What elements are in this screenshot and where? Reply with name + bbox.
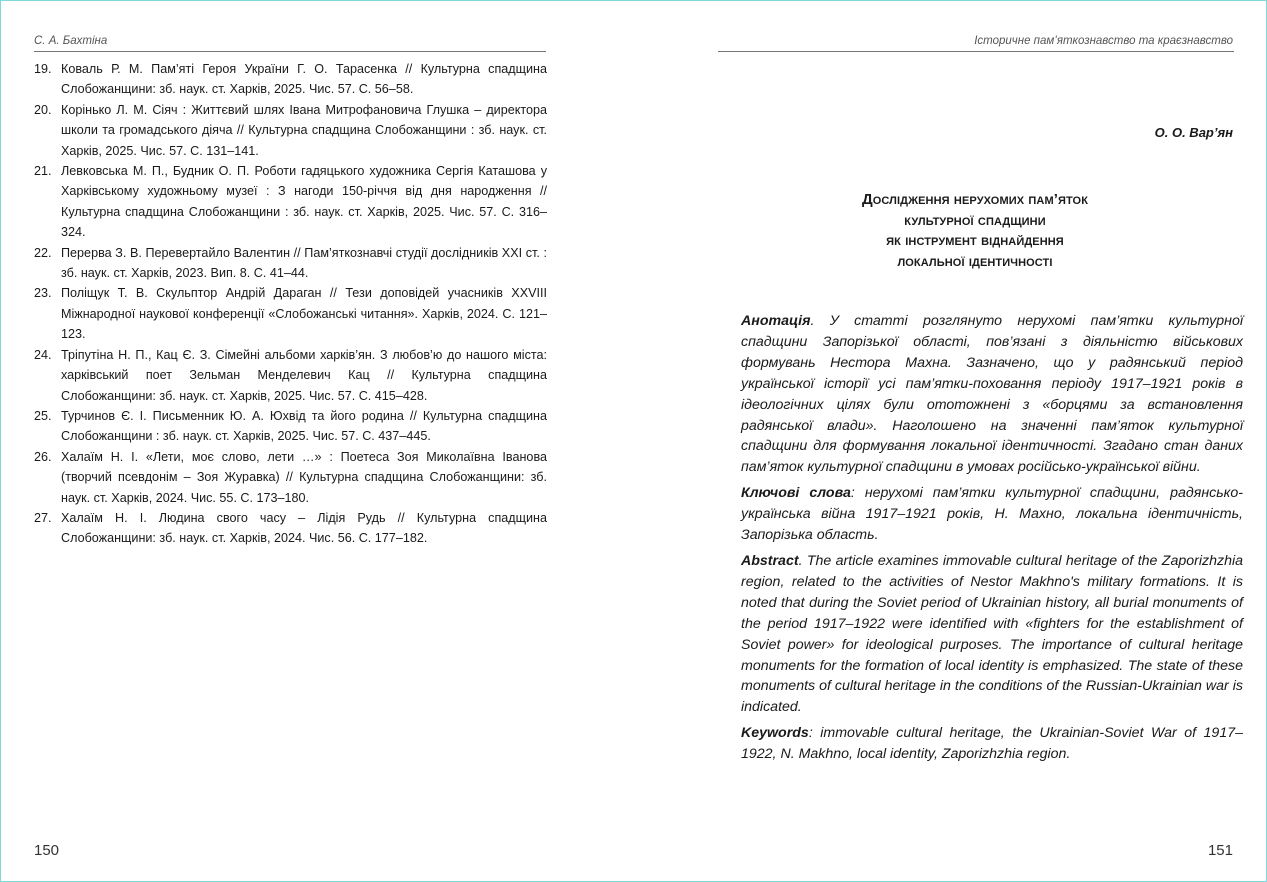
reference-number: 23. [34,286,52,301]
title-line: локальної ідентичності [897,252,1053,270]
left-running-head: С. А. Бахтіна [34,35,108,47]
abstract-en-label: Abstract [741,552,799,569]
reference-number: 26. [34,449,52,464]
reference-text: Левковська М. П., Будник О. П. Роботи гадяцького художника Сергія Каташова у Харківському художньому музеї : З нагоди 150-річчя від дня народження // Культурна спадщина Слобожанщини : зб. наук. ст. Харків, 2025. Чис. 57. С. 316–324. [61,164,547,240]
right-page-number: 151 [1207,842,1233,859]
reference-number: 22. [34,245,52,260]
right-running-head: Історичне пам’яткознавство та краєзнавство [974,35,1233,47]
reference-item [34,345,547,406]
keywords-ua-paragraph [741,483,1243,546]
abstract-en-text: . The article examines immovable cultural heritage of the Zaporizhzhia region, related to the activities of Nestor Makhno's military formations. It is noted that during the Soviet period of Ukrainian history, all burial monuments of the period 1917–1922 were identified with «fighters for the establishment of Soviet power» for ideological purposes. The importance of cultural heritage monuments for the formation of local identity is emphasized. The state of these monuments of cultural heritage in the conditions of the Russian-Ukrainian war is indicated. [741,552,1243,716]
reference-number: 21. [34,164,52,179]
title-line: Дослідження нерухомих пам’яток [861,191,1089,208]
reference-list [34,59,547,549]
reference-text: Турчинов Є. І. Письменник Ю. А. Юхвід та його родина // Культурна спадщина Слобожанщини : зб. наук. ст. Харків, 2025. Чис. 57. С. 437–445. [61,408,547,444]
reference-item [34,283,547,344]
keywords-en-label: Keywords [741,725,809,742]
left-page-number: 150 [34,842,60,859]
reference-item [34,161,547,243]
reference-text: Халаїм Н. І. «Лети, моє слово, лети …» : Поетеса Зоя Миколаївна Іванова (творчий псевдонім – Зоя Журавка) // Культурна спадщина Слобожанщини: зб. наук. ст. Харків, 2024. Чис. 55. С. 173–180. [61,449,547,505]
keywords-en-text: : immovable cultural heritage, the Ukrainian-Soviet War of 1917–1922, N. Makhno, local identity, Zaporizhzhia region. [741,725,1243,763]
article-author: О. О. Вар’ян [1154,125,1233,140]
reference-item [34,243,547,284]
abstract-en-paragraph [741,551,1243,718]
right-header-rule [718,51,1234,52]
annotation-label: Анотація [741,313,811,329]
left-header-rule [34,51,546,52]
reference-item [34,406,547,447]
right-page [634,1,1266,881]
reference-item [34,447,547,508]
annotation-text: . У статті розглянуто нерухомі пам’ятки культурної спадщини Запорізької області, пов’язані з діяльністю військових формувань Нестора Махна. Зазначено, що у радянський період української історії усі пам’ятки-поховання періоду 1917–1921 років в ідеологічних цілях були ототожнені з «борцями за встановлення радянської влади». Наголошено на значенні пам’яток культурної спадщини для формування локальної ідентичності. Згадано стан даних пам’яток культурної спадщини в умовах російсько-української війни. [741,313,1243,476]
reference-text: Поліщук Т. В. Скульптор Андрій Дараган // Тези доповідей учасників XXVIII Міжнародної наукової конференції «Слобожанські читання». Харків, 2024. С. 121–123. [61,286,547,342]
keywords-ua-label: Ключові слова [741,485,851,502]
left-page [1,1,634,881]
reference-text: Перерва З. В. Перевертайло Валентин // Пам’яткознавчі студії дослідників XXI ст. : зб. наук. ст. Харків, 2023. Вип. 8. С. 41–44. [61,245,547,281]
reference-text: Коваль Р. М. Пам’яті Героя України Г. О. Тарасенка // Культурна спадщина Слобожанщини: зб. наук. ст. Харків, 2025. Чис. 57. С. 56–58. [61,62,547,97]
keywords-ua-text: : нерухомі пам’ятки культурної спадщини, радянсько-українська війна 1917–1921 років, Н. Махно, локальна ідентичність, Запорізька область. [741,485,1243,544]
reference-item [34,100,547,161]
reference-text: Халаїм Н. І. Людина свого часу – Лідія Рудь // Культурна спадщина Слобожанщини: зб. наук. ст. Харків, 2024. Чис. 56. С. 177–182. [61,510,547,546]
reference-text: Корінько Л. М. Сіяч : Життєвий шлях Івана Митрофановича Глушка – директора школи та громадського діяча // Культурна спадщина Слобожанщини : зб. наук. ст. Харків, 2025. Чис. 57. С. 131–141. [61,102,547,158]
reference-number: 20. [34,102,52,117]
reference-text: Тріпутіна Н. П., Кац Є. З. Сімейні альбоми харків’ян. З любов’ю до нашого міста: харківський поет Зельман Менделевич Кац // Культурна спадщина Слобожанщини: зб. наук. ст. Харків, 2025. Чис. 57. С. 415–428. [61,347,547,403]
abstract-block [741,311,1243,770]
reference-number: 19. [34,62,52,76]
article-title [718,190,1232,272]
title-line: культурної спадщини [904,211,1046,229]
reference-item [34,59,547,100]
reference-number: 25. [34,408,52,423]
reference-number: 24. [34,347,52,362]
title-line: як інструмент віднайдення [886,232,1064,250]
reference-item [34,508,547,549]
reference-number: 27. [34,510,52,525]
keywords-en-paragraph [741,723,1243,765]
annotation-paragraph [741,311,1243,478]
